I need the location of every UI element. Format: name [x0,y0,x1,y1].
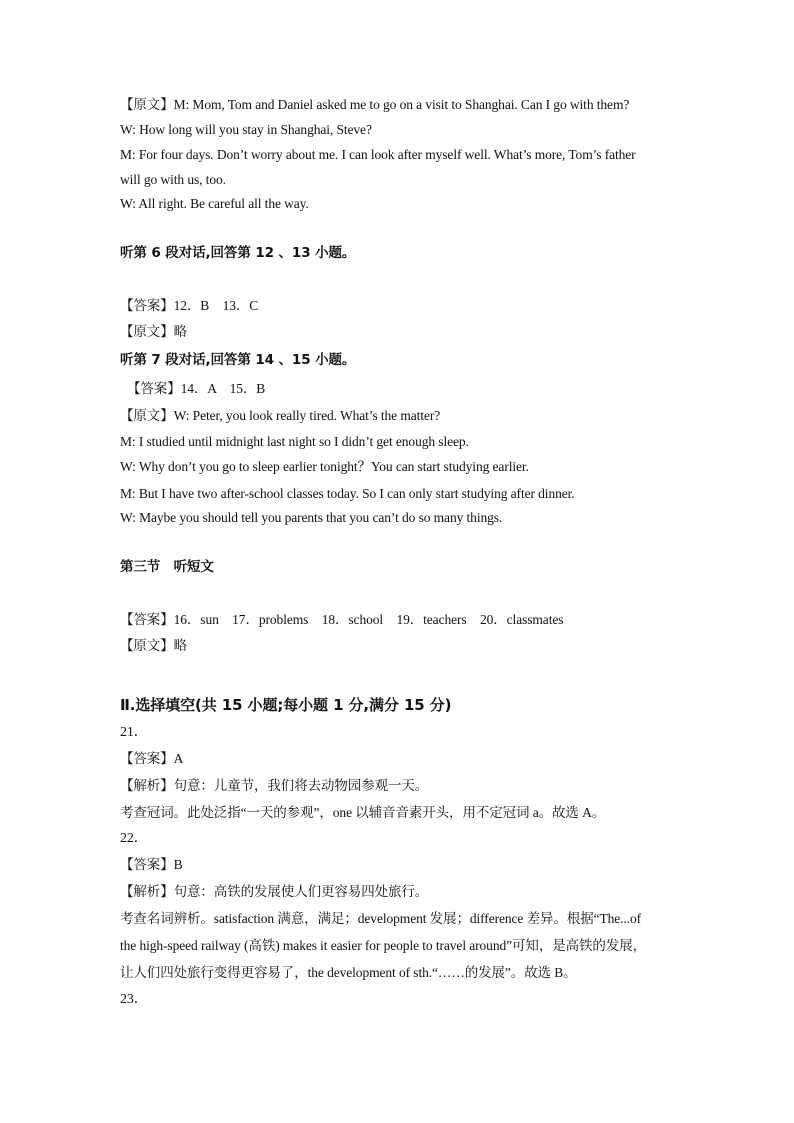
transcript-line: M: I studied until midnight last night so I didn’t get enough sleep. [120,434,469,449]
transcript-line: 【原文】略 [120,324,187,339]
section-heading: 第三节 听短文 [120,559,214,575]
transcript-line: W: How long will you stay in Shanghai, Steve? [120,122,372,137]
question-number: 23． [120,992,148,1007]
transcript-line: will go with us, too. [120,172,226,187]
question-number: 21． [120,725,148,740]
analysis-line: 考查冠词。此处泛指“一天的参观”，one 以辅音音素开头，用不定冠词 a。故选 A。 [120,805,606,820]
transcript-line: 【原文】W: Peter, you look really tired. What’s the matter? [120,408,441,423]
analysis-line: 让人们四处旅行变得更容易了，the development of sth.“……的发展”。故选 B。 [120,965,577,980]
answer-line: 【答案】A [120,751,184,766]
transcript-line: 【原文】略 [120,638,187,653]
analysis-line: 考查名词辨析。satisfaction 满意，满足；development 发展；difference 差异。根据“The...of [120,911,642,926]
analysis-line: 【解析】句意：儿童节，我们将去动物园参观一天。 [120,778,429,793]
transcript-line: M: But I have two after-school classes today. So I can only start studying after dinner. [120,486,575,501]
transcript-line: 【原文】M: Mom, Tom and Daniel asked me to go on a visit to Shanghai. Can I go with them? [120,97,630,112]
transcript-line: W: Maybe you should tell you parents that you can’t do so many things. [120,510,503,525]
transcript-line: W: All right. Be careful all the way. [120,196,309,211]
transcript-line: W: Why don’t you go to sleep earlier tonight？You can start studying earlier. [120,459,529,474]
answer-line: 【答案】16．sun 17．problems 18．school 19．teachers 20．classmates [120,612,564,627]
part-heading: Ⅱ.选择填空(共 15 小题;每小题 1 分,满分 15 分) [120,696,452,714]
question-number: 22． [120,831,148,846]
transcript-line: M: For four days. Don’t worry about me. I can look after myself well. What’s more, Tom’s father [120,147,636,162]
answer-line: 【答案】B [120,857,183,872]
answer-line: 【答案】14．A 15．B [127,381,266,396]
section-heading: 听第 7 段对话,回答第 14 、15 小题。 [120,352,356,368]
analysis-line: the high-speed railway (高铁) makes it easier for people to travel around”可知，是高铁的发展， [120,938,647,953]
answer-line: 【答案】12．B 13．C [120,298,259,313]
section-heading: 听第 6 段对话,回答第 12 、13 小题。 [120,245,356,261]
analysis-line: 【解析】句意：高铁的发展使人们更容易四处旅行。 [120,884,429,899]
